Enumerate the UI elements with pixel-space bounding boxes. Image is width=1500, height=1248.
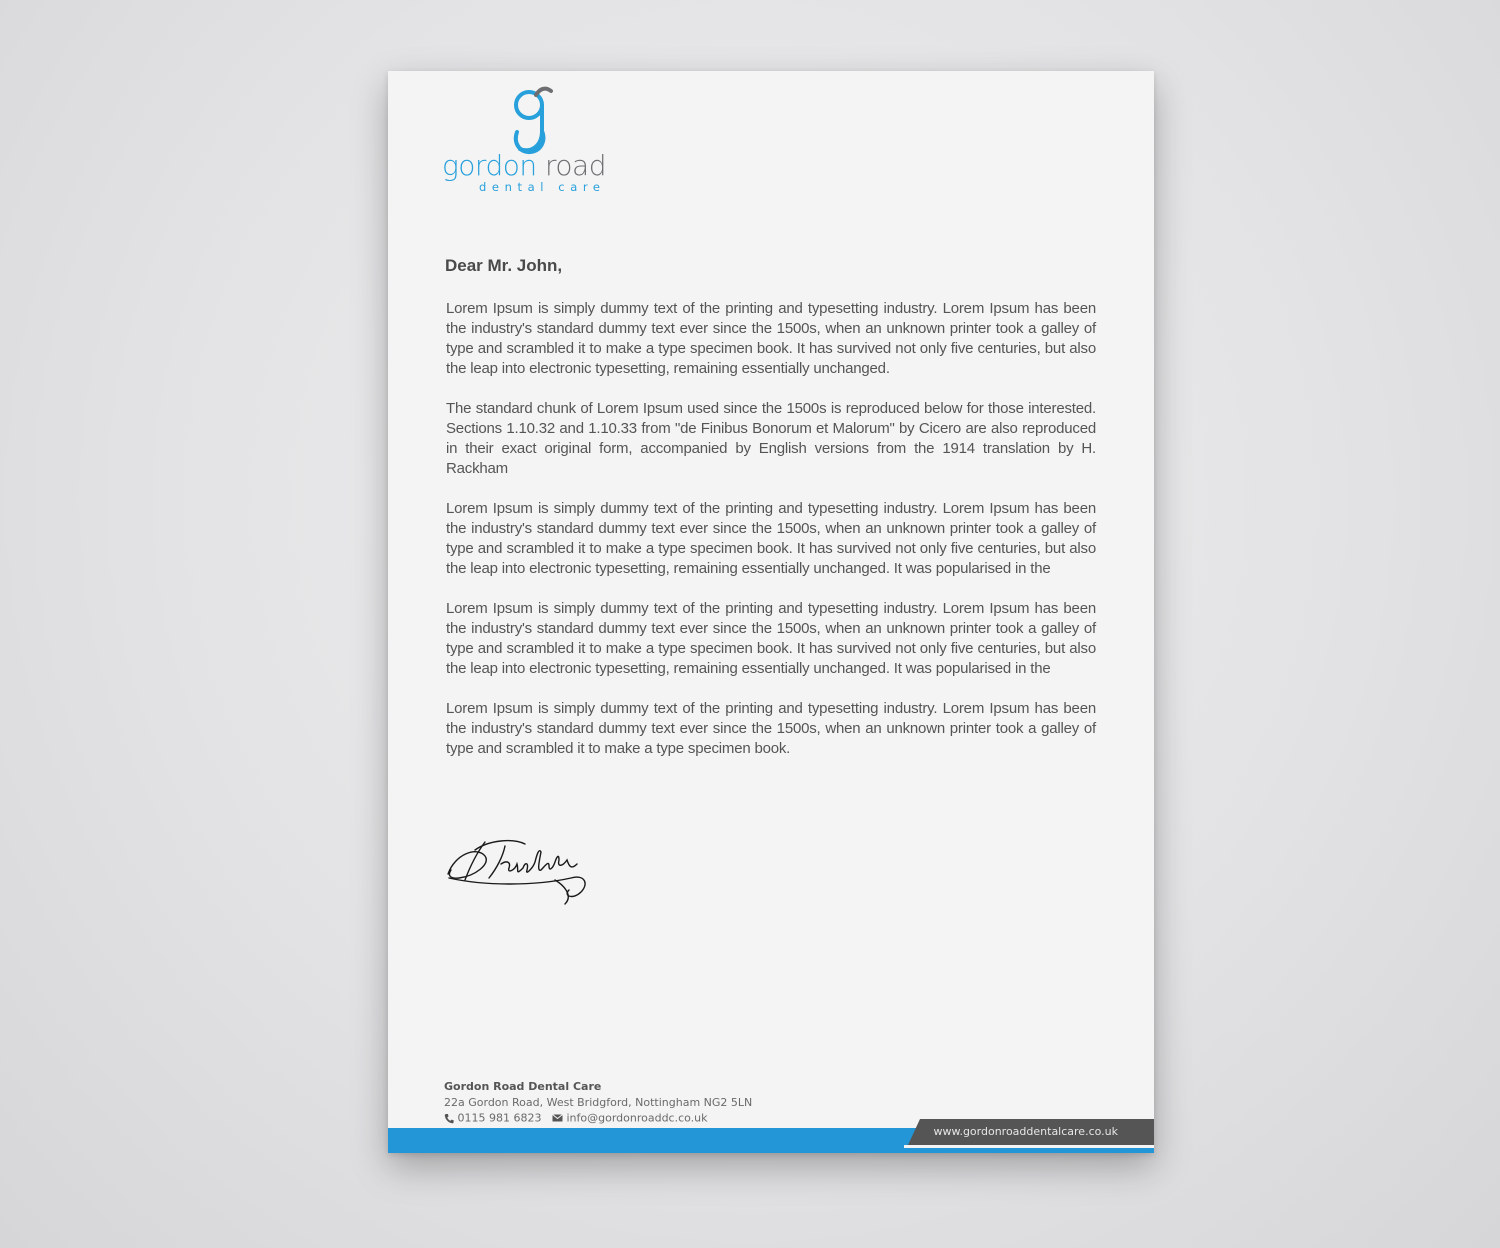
footer-email: info@gordonroaddc.co.uk <box>566 1111 708 1125</box>
letter-paragraph: Lorem Ipsum is simply dummy text of the printing and typesetting industry. Lorem Ipsum has been the industry's standard dummy text ever since the 1500s, when an unknown printer took a galley of type and scrambled it to make a type specimen book. It has survived not only five centuries, but also the leap into electronic typesetting, remaining essentially unchanged. <box>446 300 1096 377</box>
handwritten-signature <box>445 834 595 910</box>
letter-paragraph: The standard chunk of Lorem Ipsum used since the 1500s is reproduced below for those interested. Sections 1.10.32 and 1.10.33 from "de Finibus Bonorum et Malorum" by Cicero are also reproduced in their exact original form, accompanied by English versions from the 1914 translation by H. Rackham <box>446 400 1096 477</box>
letter-paragraph: Lorem Ipsum is simply dummy text of the printing and typesetting industry. Lorem Ipsum has been the industry's standard dummy text ever since the 1500s, when an unknown printer took a galley of type and scrambled it to make a type specimen book. <box>446 700 1096 757</box>
letter-paragraph: Lorem Ipsum is simply dummy text of the printing and typesetting industry. Lorem Ipsum has been the industry's standard dummy text ever since the 1500s, when an unknown printer took a galley of type and scrambled it to make a type specimen book. It has survived not only five centuries, but also the leap into electronic typesetting, remaining essentially unchanged. It was popularised in the <box>446 600 1096 677</box>
logo-word-gordon: gordon <box>442 149 537 182</box>
footer-phone: 0115 981 6823 <box>457 1111 542 1125</box>
footer-company-name: Gordon Road Dental Care <box>444 1080 602 1093</box>
phone-icon <box>444 1113 454 1124</box>
footer-contact-line <box>444 1110 752 1126</box>
letter-paragraph: Lorem Ipsum is simply dummy text of the printing and typesetting industry. Lorem Ipsum has been the industry's standard dummy text ever since the 1500s, when an unknown printer took a galley of type and scrambled it to make a type specimen book. It has survived not only five centuries, but also the leap into electronic typesetting, remaining essentially unchanged. It was popularised in the <box>446 500 1096 577</box>
letter-greeting: Dear Mr. John, <box>445 256 563 275</box>
logo <box>442 85 622 195</box>
logo-subtitle: dental care <box>479 180 606 194</box>
footer-website: www.gordonroaddentalcare.co.uk <box>933 1125 1118 1138</box>
letter-body <box>446 299 1096 779</box>
footer-address: 22a Gordon Road, West Bridgford, Nottingham NG2 5LN <box>444 1095 753 1109</box>
logo-word-road: road <box>545 149 606 182</box>
envelope-icon <box>552 1114 563 1122</box>
letterhead-sheet <box>388 71 1154 1153</box>
logo-g-mark-icon <box>508 85 554 157</box>
footer-band-separator <box>904 1145 1154 1148</box>
footer-contact-info <box>444 1079 752 1126</box>
logo-wordmark <box>442 151 606 181</box>
